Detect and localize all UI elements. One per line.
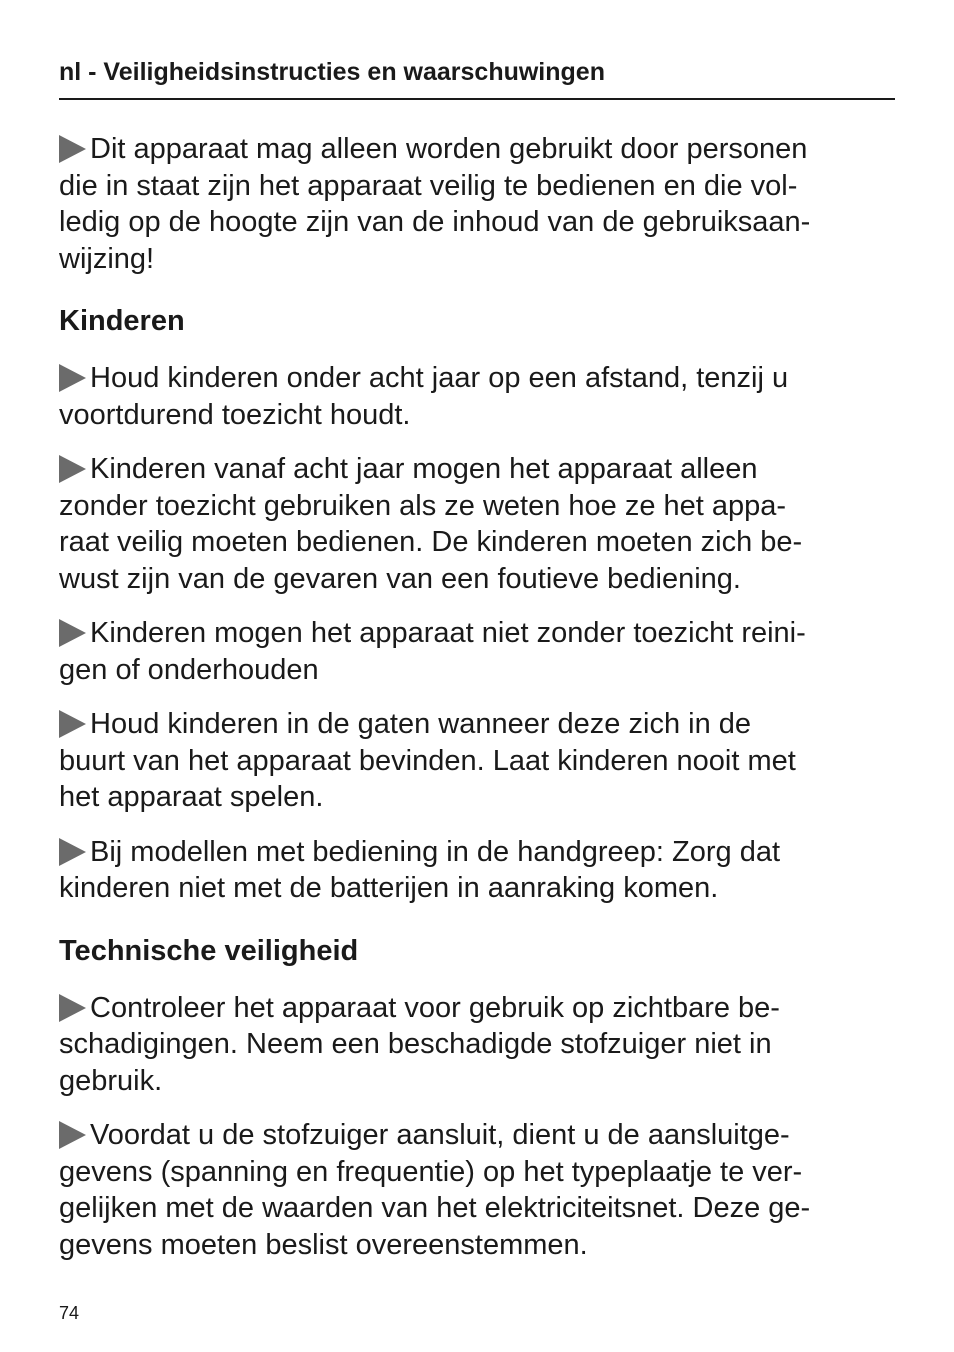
kinderen-item-line: buurt van het apparaat bevinden. Laat kinderen nooit met — [59, 744, 796, 777]
kinderen-item-line: Kinderen mogen het apparaat niet zonder toezicht reini- — [90, 617, 806, 649]
intro-line: die in staat zijn het apparaat veilig te bedienen en die vol- — [59, 169, 798, 202]
kinderen-item — [59, 706, 895, 816]
bullet-arrow-icon — [59, 838, 86, 866]
technisch-item-line: Voordat u de stofzuiger aansluit, dient u de aansluitge- — [90, 1119, 790, 1151]
kinderen-item-line: Houd kinderen in de gaten wanneer deze zich in de — [90, 708, 752, 740]
page-header — [59, 52, 895, 100]
bullet-arrow-icon — [59, 619, 86, 647]
intro-line: Dit apparaat mag alleen worden gebruikt door personen — [90, 133, 808, 165]
bullet-arrow-icon — [59, 455, 86, 483]
kinderen-item-line: Kinderen vanaf acht jaar mogen het apparaat alleen — [90, 453, 758, 485]
bullet-arrow-icon — [59, 135, 86, 163]
header-title: nl - Veiligheidsinstructies en waarschuwingen — [59, 58, 605, 86]
kinderen-item-line: raat veilig moeten bedienen. De kinderen moeten zich be- — [59, 526, 803, 558]
technisch-item-line: gevens (spanning en frequentie) op het typeplaatje te ver- — [59, 1155, 803, 1188]
technisch-item-line: gevens moeten beslist overeenstemmen. — [59, 1228, 588, 1261]
kinderen-item-line: Houd kinderen onder acht jaar op een afstand, tenzij u — [90, 362, 789, 394]
bullet-arrow-icon — [59, 710, 86, 738]
technisch-item-line: gebruik. — [59, 1064, 163, 1097]
technisch-item-line: schadigingen. Neem een beschadigde stofzuiger niet in — [59, 1028, 772, 1060]
intro-line: ledig op de hoogte zijn van de inhoud van de gebruiksaan- — [59, 206, 811, 238]
section-heading-kinderen: Kinderen — [59, 305, 185, 337]
kinderen-item — [59, 615, 895, 688]
technisch-item — [59, 990, 895, 1100]
kinderen-item-line: kinderen niet met de batterijen in aanraking komen. — [59, 872, 719, 904]
kinderen-item — [59, 451, 895, 597]
intro-line: wijzing! — [59, 242, 155, 275]
bullet-arrow-icon — [59, 1121, 86, 1149]
section-heading-technische-veiligheid: Technische veiligheid — [59, 934, 359, 967]
technisch-item — [59, 1117, 895, 1263]
kinderen-item-line: het apparaat spelen. — [59, 781, 324, 813]
technisch-item-line: gelijken met de waarden van het elektriciteitsnet. Deze ge- — [59, 1192, 811, 1224]
bullet-arrow-icon — [59, 364, 86, 392]
kinderen-item-line: wust zijn van de gevaren van een foutieve bediening. — [59, 562, 741, 595]
intro-paragraph — [59, 131, 895, 277]
technisch-item-line: Controleer het apparaat voor gebruik op zichtbare be- — [90, 991, 780, 1024]
kinderen-item-line: zonder toezicht gebruiken als ze weten hoe ze het appa- — [59, 489, 787, 522]
kinderen-item-line: Bij modellen met bediening in de handgreep: Zorg dat — [90, 835, 781, 868]
kinderen-item-line: gen of onderhouden — [59, 653, 319, 686]
kinderen-item-line: voortdurend toezicht houdt. — [59, 398, 411, 431]
kinderen-item — [59, 360, 895, 433]
page-number: 74 — [59, 1303, 80, 1323]
bullet-arrow-icon — [59, 994, 86, 1022]
page-content — [59, 131, 895, 1281]
kinderen-item — [59, 834, 895, 907]
